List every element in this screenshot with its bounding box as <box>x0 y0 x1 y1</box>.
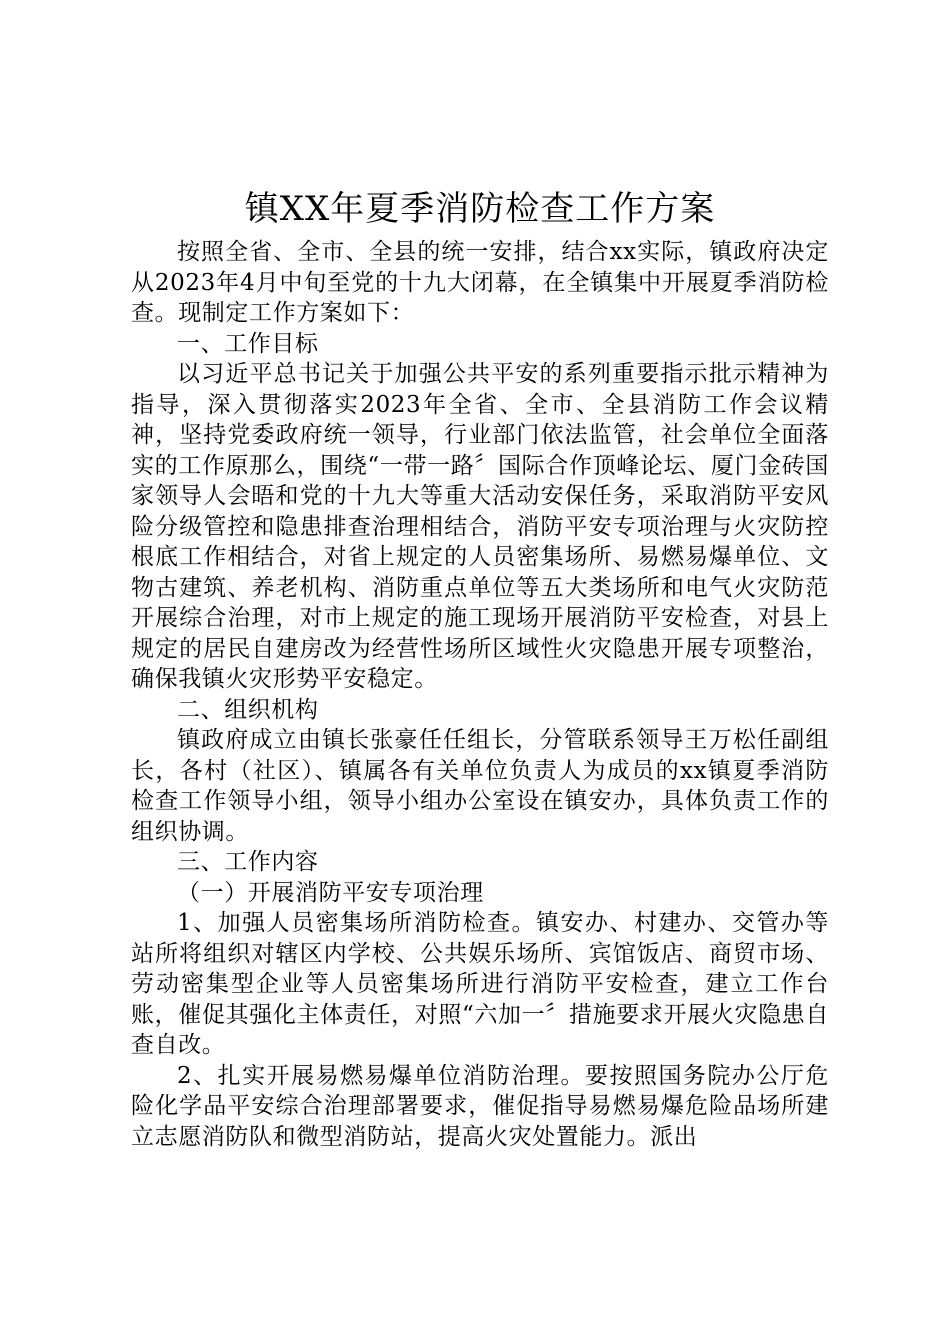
heading-organization: 二、组织机构 <box>177 696 319 723</box>
heading-work-content: 三、工作内容 <box>177 849 319 875</box>
paragraph-work-goal: 以习近平总书记关于加强公共平安的系列重要指示批示精神为指导，深入贯彻落实2023年全省、全市、全县消防工作会议精神，坚持党委政府统一领导，行业部门依法监管，社会单位全面落实的工作原那么，围绕“一带一路〞国际合作顶峰论坛、厦门金砖国家领导人会晤和党的十九大等重大活动安保任务，采取消防平安风险分级管控和隐患排查治理相结合，消防平安专项治理与火灾防控根底工作相结合，对省上规定的人员密集场所、易燃易爆单位、文物古建筑、养老机构、消防重点单位等五大类场所和电气火灾防范开展综合治理，对市上规定的施工现场开展消防平安检查，对县上规定的居民自建房改为经营性场所区域性火灾隐患开展专项整治，确保我镇火灾形势平安稳定。 <box>131 361 829 692</box>
subheading-special-governance: （一）开展消防平安专项治理 <box>177 879 484 906</box>
document-body <box>131 183 829 1152</box>
paragraph-organization: 镇政府成立由镇长张豪任任组长，分管联系领导王万松任副组长，各村（社区）、镇属各有关单位负责人为成员的xx镇夏季消防检查工作领导小组，领导小组办公室设在镇安办，具体负责工作的组织协调。 <box>131 727 829 845</box>
paragraph-item-2: 2、扎实开展易燃易爆单位消防治理。要按照国务院办公厅危险化学品平安综合治理部署要求，催促指导易燃易爆危险品场所建立志愿消防队和微型消防站，提高火灾处置能力。派出 <box>131 1062 829 1150</box>
heading-work-goal: 一、工作目标 <box>177 330 319 357</box>
paragraph-item-1: 1、加强人员密集场所消防检查。镇安办、村建办、交管办等站所将组织对辖区内学校、公共娱乐场所、宾馆饭店、商贸市场、劳动密集型企业等人员密集场所进行消防平安检查，建立工作台账，催促其强化主体责任，对照“六加一〞措施要求开展火灾隐患自查自改。 <box>131 910 829 1058</box>
paragraph-intro: 按照全省、全市、全县的统一安排，结合xx实际，镇政府决定从2023年4月中旬至党的十九大闭幕，在全镇集中开展夏季消防检查。现制定工作方案如下： <box>131 239 829 326</box>
document-title: 镇XX年夏季消防检查工作方案 <box>244 189 716 229</box>
